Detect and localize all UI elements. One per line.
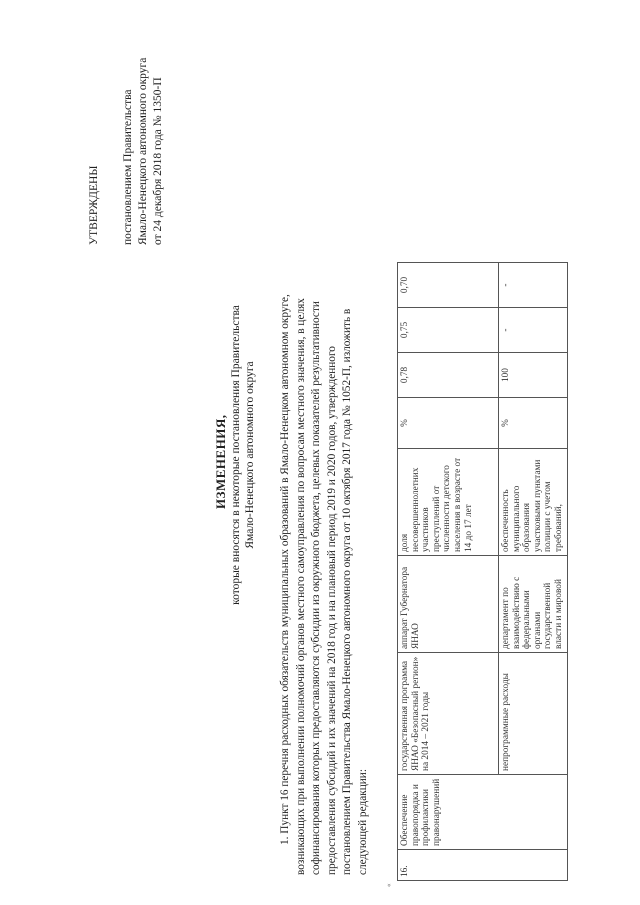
cell-value-2020: -: [499, 263, 568, 308]
cell-program: непрограммные расходы: [499, 653, 568, 775]
cell-unit: %: [398, 398, 499, 449]
subtitle-line-1: которые вносятся в некоторые постановления Правительства: [230, 305, 242, 605]
approval-line-3: от 24 декабря 2018 года № 1350-П: [152, 77, 164, 245]
cell-indicator: обеспеченность муниципального образования участковыми пунктами полиции с учетом требований,: [499, 449, 568, 556]
paragraph-line: постановлением Правительства Ямало-Ненецкого автономного округа от 10 октября 2017 года № 1052-П, изложить в: [341, 308, 354, 875]
paragraph-line: софинансирования которых предоставляются субсидии из окружного бюджета, целевых показателей результативности: [310, 301, 323, 875]
document-title: ИЗМЕНЕНИЯ,: [213, 414, 228, 509]
cell-name: Обеспечение правопорядка и профилактики правонарушений: [398, 775, 568, 850]
paragraph-line: предоставления субсидий и их значений на 2018 год и на плановый период 2019 и 2020 годов, утвержденного: [325, 346, 338, 875]
cell-value-2018: 100: [499, 353, 568, 398]
approval-heading: УТВЕРЖДЕНЫ: [88, 165, 100, 245]
paragraph-line: следующей редакции:: [356, 769, 369, 875]
paragraph-line: возникающих при выполнении полномочий органов местного самоуправления по вопросам местного значения, в целях: [294, 298, 307, 875]
subtitle-line-2: Ямало-Ненецкого автономного округа: [244, 361, 256, 549]
cell-value-2020: 0,70: [398, 263, 499, 308]
opening-quote: «: [385, 883, 393, 887]
approval-line-2: Ямало-Ненецкого автономного округа: [137, 57, 149, 245]
cell-value-2019: 0,75: [398, 308, 499, 353]
paragraph-line: 1. Пункт 16 перечня расходных обязательств муниципальных образований в Ямало-Ненецком автономном округе,: [279, 294, 291, 845]
cell-number: 16.: [398, 850, 568, 881]
cell-indicator: доля несовершеннолетних участников преступлений от численности детского населения в возрасте от 14 до 17 лет: [398, 449, 499, 556]
cell-agency: департамент по взаимодействию с федеральными органами государственной власти и мировой: [499, 556, 568, 653]
body-paragraph: [278, 75, 372, 875]
approval-line-1: постановлением Правительства: [122, 89, 134, 245]
subsidy-table: [397, 262, 568, 881]
table-row: [398, 263, 499, 881]
cell-unit: %: [499, 398, 568, 449]
cell-value-2019: -: [499, 308, 568, 353]
cell-agency: аппарат Губернатора ЯНАО: [398, 556, 499, 653]
cell-value-2018: 0,78: [398, 353, 499, 398]
cell-program: государственная программа ЯНАО «Безопасный регион» на 2014 – 2021 годы: [398, 653, 499, 775]
